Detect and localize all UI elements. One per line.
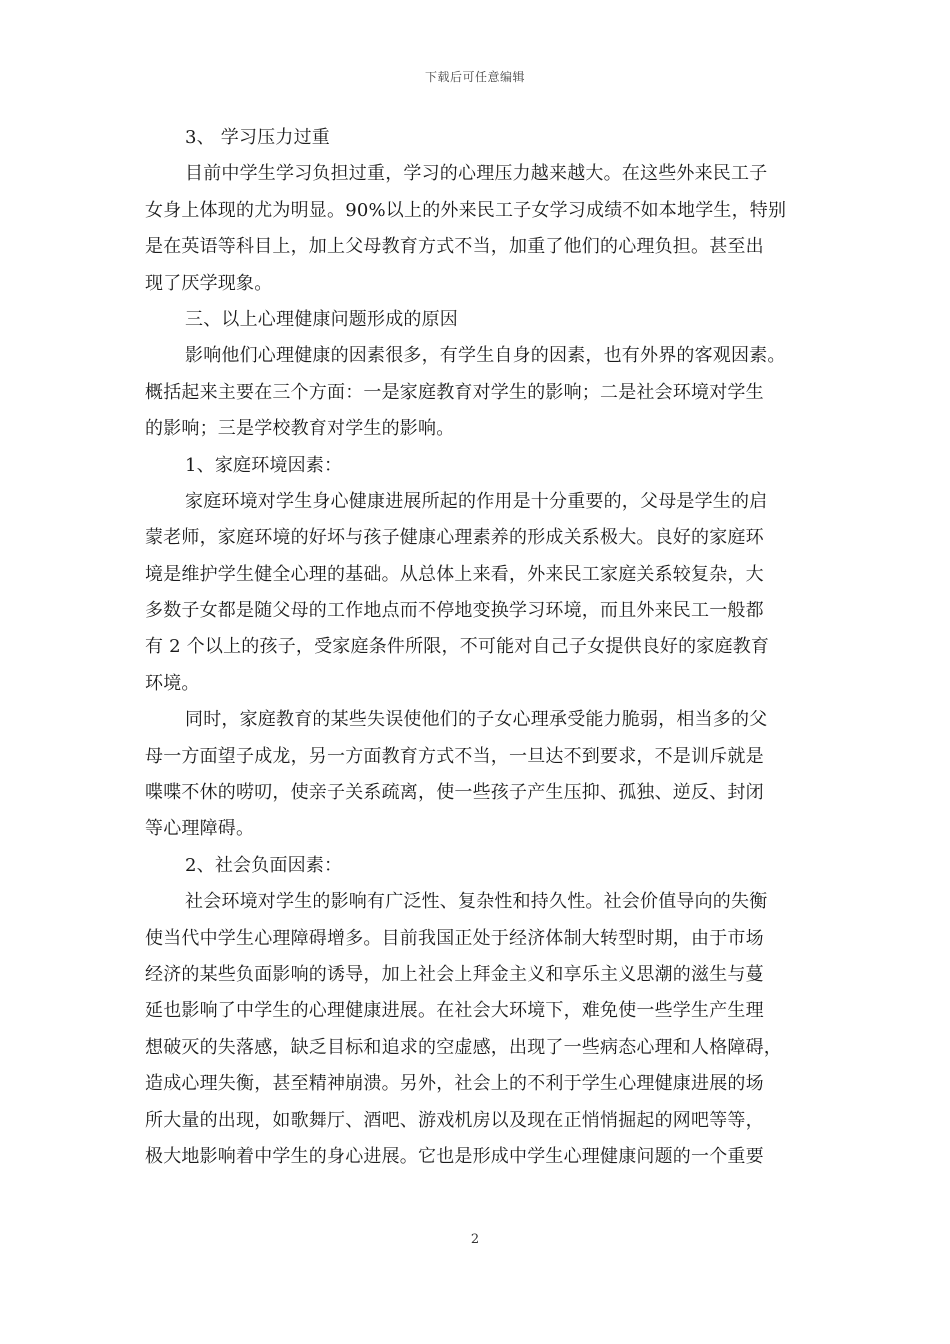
- text-line: 是在英语等科目上，加上父母教育方式不当，加重了他们的心理负担。甚至出: [145, 236, 764, 258]
- document-body: [145, 120, 807, 1175]
- text-line: 极大地影响着中学生的身心进展。它也是形成中学生心理健康问题的一个重要: [145, 1145, 764, 1167]
- text-line: 目前中学生学习负担过重，学习的心理压力越来越大。在这些外来民工子: [185, 163, 768, 185]
- text-line: 女身上体现的尤为明显。90%以上的外来民工子女学习成绩不如本地学生，特别: [145, 199, 787, 221]
- text-line: 社会环境对学生的影响有广泛性、复杂性和持久性。社会价值导向的失衡: [185, 891, 768, 913]
- text-line: 现了厌学现象。: [145, 272, 273, 294]
- text-line: 1、家庭环境因素：: [185, 454, 343, 476]
- text-line: 延也影响了中学生的心理健康进展。在社会大环境下，难免使一些学生产生理: [145, 1000, 764, 1022]
- text-line: 同时，家庭教育的某些失误使他们的子女心理承受能力脆弱，相当多的父: [185, 709, 768, 731]
- text-line: 喋喋不休的唠叨，使亲子关系疏离，使一些孩子产生压抑、孤独、逆反、封闭: [145, 782, 764, 804]
- text-line: 概括起来主要在三个方面：一是家庭教育对学生的影响；二是社会环境对学生: [145, 381, 764, 403]
- text-line: 使当代中学生心理障碍增多。目前我国正处于经济体制大转型时期，由于市场: [145, 927, 764, 949]
- text-line: 有 2 个以上的孩子，受家庭条件所限，不可能对自己子女提供良好的家庭教育: [145, 636, 770, 658]
- text-line: 等心理障碍。: [145, 818, 255, 840]
- text-line: 蒙老师，家庭环境的好坏与孩子健康心理素养的形成关系极大。良好的家庭环: [145, 527, 764, 549]
- text-line: 多数子女都是随父母的工作地点而不停地变换学习环境，而且外来民工一般都: [145, 600, 764, 622]
- text-line: 三、以上心理健康问题形成的原因: [185, 308, 458, 330]
- text-line: 影响他们心理健康的因素很多，有学生自身的因素，也有外界的客观因素。: [185, 345, 786, 367]
- text-line: 造成心理失衡，甚至精神崩溃。另外，社会上的不利于学生心理健康进展的场: [145, 1073, 764, 1095]
- text-line: 母一方面望子成龙，另一方面教育方式不当，一旦达不到要求，不是训斥就是: [145, 745, 764, 767]
- text-line: 经济的某些负面影响的诱导，加上社会上拜金主义和享乐主义思潮的滋生与蔓: [145, 963, 764, 985]
- text-line: 想破灭的失落感，缺乏目标和追求的空虚感，出现了一些病态心理和人格障碍，: [145, 1036, 782, 1058]
- text-line: 的影响；三是学校教育对学生的影响。: [145, 418, 455, 440]
- text-line: 境是维护学生健全心理的基础。从总体上来看，外来民工家庭关系较复杂，大: [145, 563, 764, 585]
- text-line: 所大量的出现，如歌舞厅、酒吧、游戏机房以及现在正悄悄掘起的网吧等等，: [145, 1109, 764, 1131]
- text-line: 3、 学习压力过重: [185, 127, 330, 148]
- text-line: 2、社会负面因素：: [185, 854, 343, 876]
- text-line: 家庭环境对学生身心健康进展所起的作用是十分重要的，父母是学生的启: [185, 490, 768, 512]
- text-line: 环境。: [145, 672, 200, 694]
- page-number: 2: [470, 1232, 480, 1247]
- page-header: 下载后可任意编辑: [424, 70, 525, 84]
